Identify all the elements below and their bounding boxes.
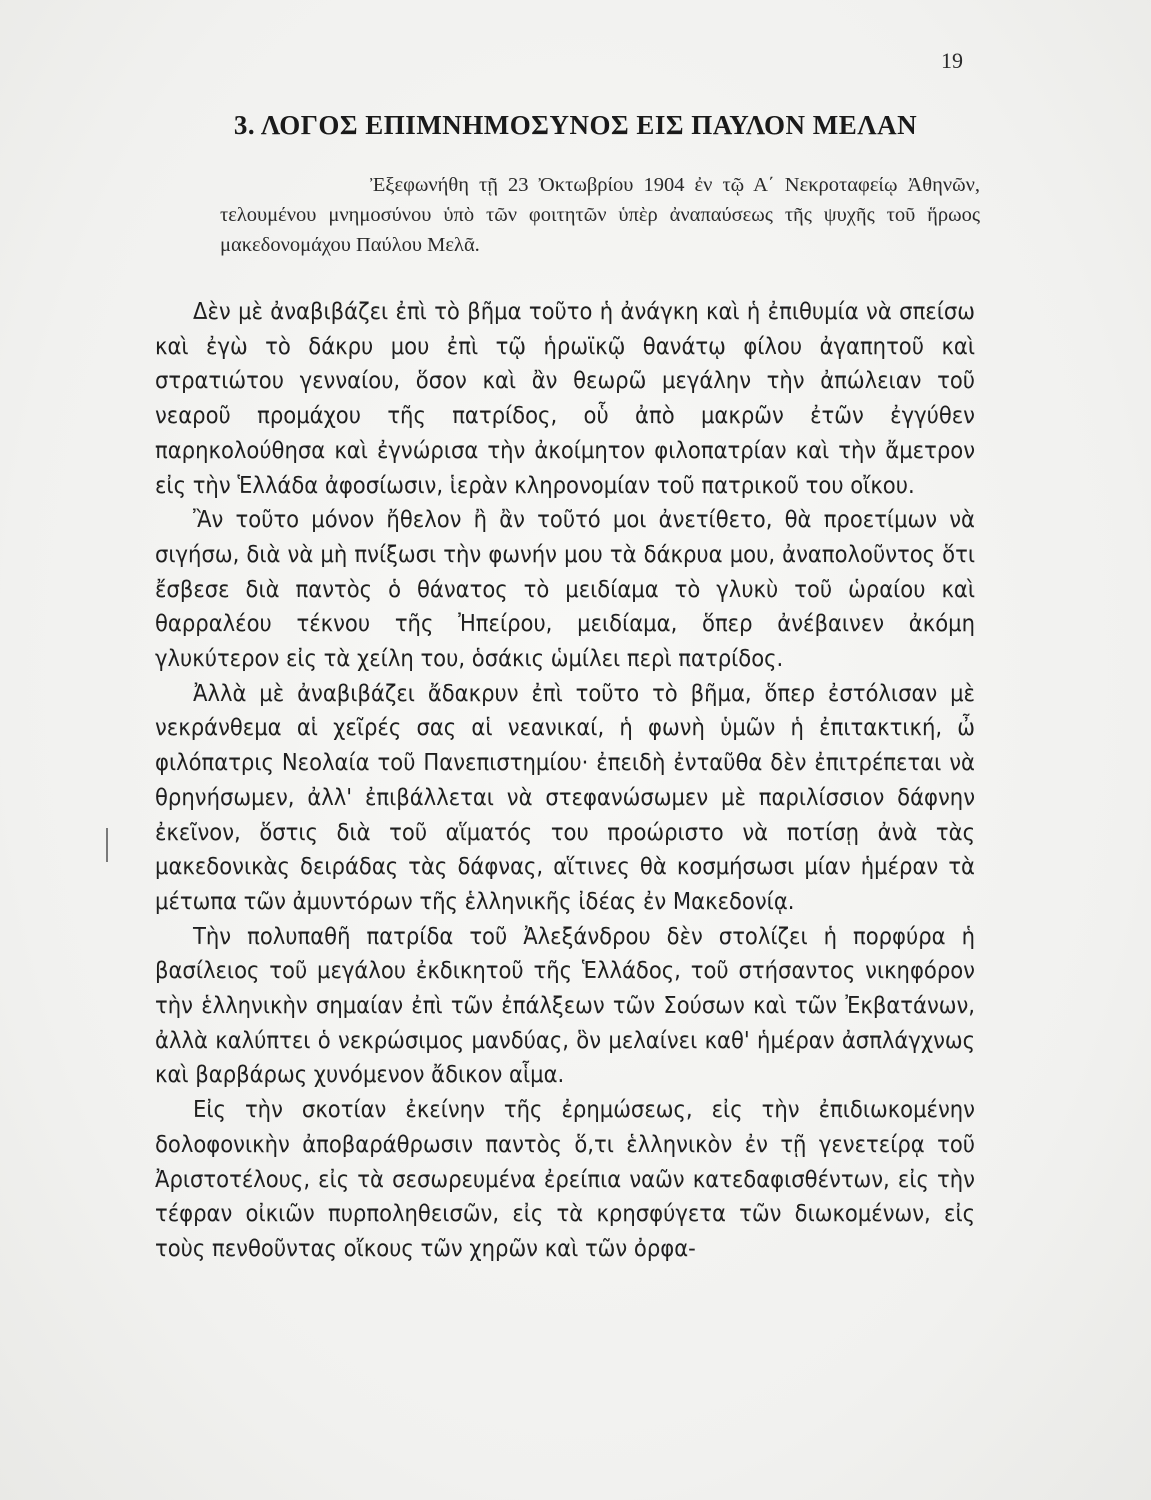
speech-body (155, 294, 975, 1266)
paragraph: Τὴν πολυπαθῆ πατρίδα τοῦ Ἀλεξάνδρου δὲν στολίζει ἡ πορφύρα ἡ βασίλειος τοῦ μεγάλου ἐκδικητοῦ τῆς Ἑλλάδος, τοῦ στήσαντος νικηφόρον τὴν ἑλληνικὴν σημαίαν ἐπὶ τῶν ἐπάλξεων τῶν Σούσων καὶ τῶν Ἐκβατάνων, ἀλλὰ καλύπτει ὁ νεκρώσιμος μανδύας, ὃν μελαίνει καθ' ἡμέραν ἀσπλάγχνως καὶ βαρβάρως χυνόμενον ἄδικον αἷμα. (155, 921, 975, 1089)
paragraph: Ἂν τοῦτο μόνον ἤθελον ἢ ἂν τοῦτό μοι ἀνετίθετο, θὰ προετίμων νὰ σιγήσω, διὰ νὰ μὴ πνίξωσι τὴν φωνήν μου τὰ δάκρυα μου, ἀναπολοῦντος ὅτι ἔσβεσε διὰ παντὸς ὁ θάνατος τὸ μειδίαμα τὸ γλυκὺ τοῦ ὡραίου καὶ θαρραλέου τέκνου τῆς Ἠπείρου, μειδίαμα, ὅπερ ἀνέβαινεν ἀκόμη γλυκύτερον εἰς τὰ χείλη του, ὁσάκις ὡμίλει περὶ πατρίδος. (155, 505, 975, 673)
paragraph: Εἰς τὴν σκοτίαν ἐκείνην τῆς ἐρημώσεως, εἰς τὴν ἐπιδιωκομένην δολοφονικὴν ἀποβαράθρωσιν παντὸς ὅ,τι ἑλληνικὸν ἐν τῇ γενετείρᾳ τοῦ Ἀριστοτέλους, εἰς τὰ σεσωρευμένα ἐρείπια ναῶν κατεδαφισθέντων, εἰς τὴν τέφραν οἰκιῶν πυρποληθεισῶν, εἰς τὰ κρησφύγετα τῶν διωκομένων, εἰς τοὺς πενθοῦντας οἴκους τῶν χηρῶν καὶ τῶν ὀρφα- (155, 1095, 975, 1262)
page-number: 19 (941, 48, 963, 73)
chapter-title: 3. ΛΟΓΟΣ ΕΠΙΜΝΗΜΟΣΥΝΟΣ ΕΙΣ ΠΑΥΛΟΝ ΜΕΛΑΝ (233, 110, 918, 140)
speech-occasion-note: Ἐξεφωνήθη τῇ 23 Ὀκτωβρίου 1904 ἐν τῷ Α΄ Νεκροταφείῳ Ἀθηνῶν, τελουμένου μνημοσύνου ὑπὸ τῶν φοιτητῶν ὑπὲρ ἀναπαύσεως τῆς ψυχῆς τοῦ ἥρωος μακεδονομάχου Παύλου Μελᾶ. (220, 174, 980, 256)
paragraph: Δὲν μὲ ἀναβιβάζει ἐπὶ τὸ βῆμα τοῦτο ἡ ἀνάγκη καὶ ἡ ἐπιθυμία νὰ σπείσω καὶ ἐγὼ τὸ δάκρυ μου ἐπὶ τῷ ἡρωϊκῷ θανάτῳ φίλου ἀγαπητοῦ καὶ στρατιώτου γενναίου, ὅσον καὶ ἂν θεωρῶ μεγάλην τὴν ἀπώλειαν τοῦ νεαροῦ προμάχου τῆς πατρίδος, οὗ ἀπὸ μακρῶν ἐτῶν ἐγγύθεν παρηκολούθησα καὶ ἐγνώρισα τὴν ἀκοίμητον φιλοπατρίαν καὶ τὴν ἄμετρον εἰς τὴν Ἑλλάδα ἀφοσίωσιν, ἱερὰν κληρονομίαν τοῦ πατρικοῦ του οἴκου. (155, 297, 975, 499)
paragraph: Ἀλλὰ μὲ ἀναβιβάζει ἄδακρυν ἐπὶ τοῦτο τὸ βῆμα, ὅπερ ἐστόλισαν μὲ νεκράνθεμα αἱ χεῖρές σας αἱ νεανικαί, ἡ φωνὴ ὑμῶν ἡ ἐπιτακτική, ὦ φιλόπατρις Νεολαία τοῦ Πανεπιστημίου· ἐπειδὴ ἐνταῦθα δὲν ἐπιτρέπεται νὰ θρηνήσωμεν, ἀλλ' ἐπιβάλλεται νὰ στεφανώσωμεν μὲ παριλίσσιον δάφνην ἐκεῖνον, ὅστις διὰ τοῦ αἵματός του προώριστο νὰ ποτίσῃ ἀνὰ τὰς μακεδονικὰς δειράδας τὰς δάφνας, αἵτινες θὰ κοσμήσωσι μίαν ἡμέραν τὰ μέτωπα τῶν ἀμυντόρων τῆς ἑλληνικῆς ἰδέας ἐν Μακεδονίᾳ. (155, 678, 975, 915)
margin-mark (106, 828, 108, 862)
